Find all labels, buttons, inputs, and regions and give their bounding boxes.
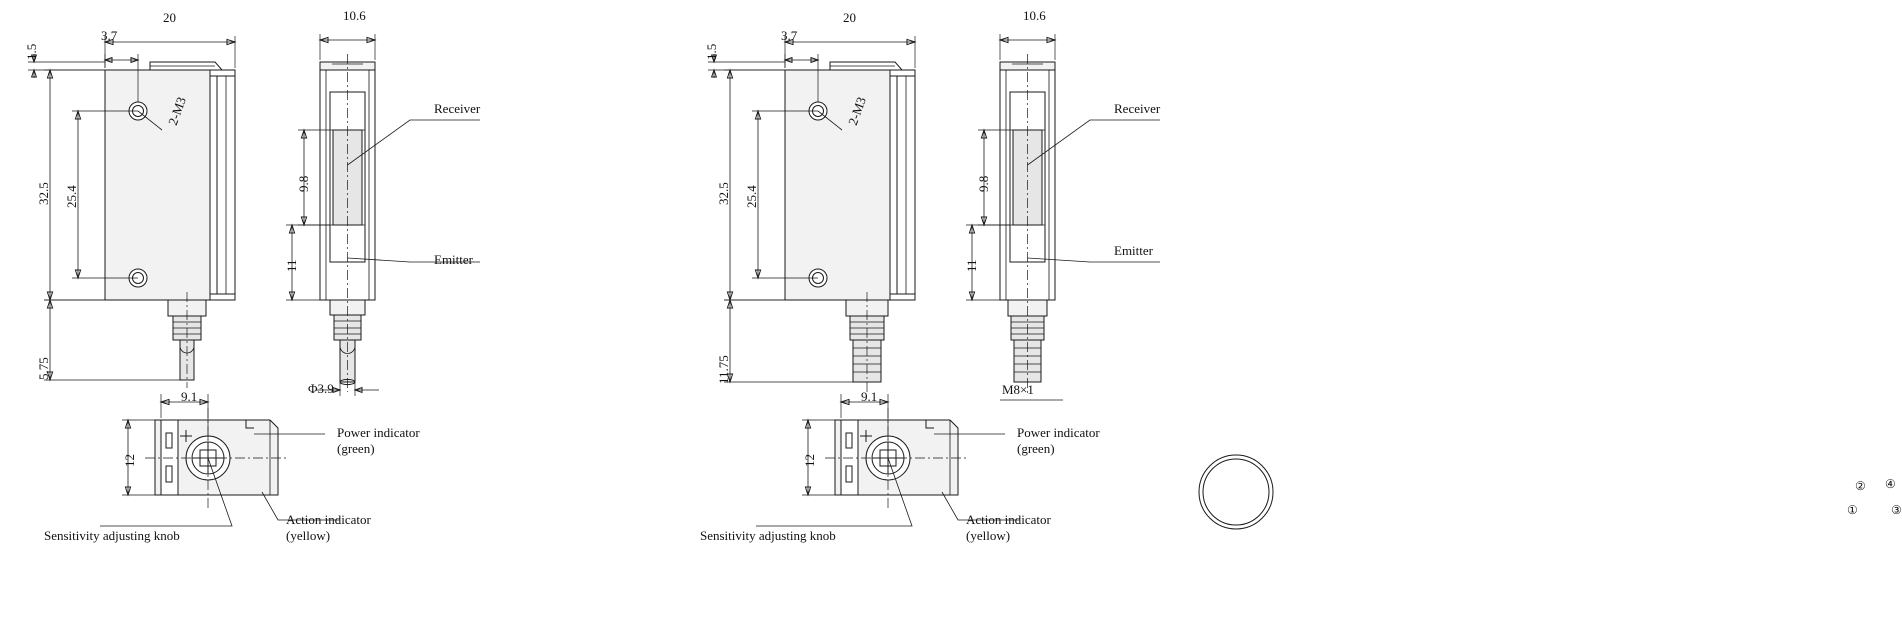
connector-pinout-diagram	[1180, 440, 1300, 550]
dim-side-top-offset-right: 1.5	[704, 43, 719, 60]
dim-side-hole-spacing-left: 25.4	[64, 185, 79, 208]
callout-action-indicator-right: Action indicator	[966, 512, 1051, 527]
variant-cable-type	[0, 0, 660, 643]
dim-receiver-height-left: 9.8	[296, 175, 311, 192]
dim-top-depth-right: 12	[802, 454, 817, 467]
dim-front-width-right: 10.6	[1023, 8, 1046, 23]
variant-connector-type	[680, 0, 1902, 643]
note-thread-left: 2-M3	[165, 94, 189, 128]
dim-side-top-offset-left: 1.5	[24, 43, 39, 60]
side-view-cable	[10, 10, 310, 410]
dim-side-hole-spacing-right: 25.4	[744, 185, 759, 208]
dim-front-width-left: 10.6	[343, 8, 366, 23]
callout-receiver-right: Receiver	[1114, 101, 1161, 116]
note-thread-right: 2-M3	[845, 94, 869, 128]
dim-knob-offset-right: 9.1	[861, 389, 878, 404]
front-view-connector	[960, 10, 1240, 410]
side-view-connector	[690, 10, 990, 410]
callout-receiver-left: Receiver	[434, 101, 481, 116]
callout-sensitivity-knob-right: Sensitivity adjusting knob	[700, 528, 836, 543]
callout-action-indicator-color-right: (yellow)	[966, 528, 1011, 543]
dim-side-total-height-right: 32.5	[716, 182, 731, 205]
dim-receiver-height-right: 9.8	[976, 175, 991, 192]
dim-top-depth-left: 12	[122, 454, 137, 467]
dim-knob-offset-left: 9.1	[181, 389, 198, 404]
dim-side-width-left: 20	[163, 10, 176, 25]
dim-side-total-height-left: 32.5	[36, 182, 51, 205]
dim-connector-length-right: 11.75	[716, 355, 731, 384]
dim-side-hole-offset-left: 3.7	[101, 28, 118, 43]
callout-sensitivity-knob-left: Sensitivity adjusting knob	[44, 528, 180, 543]
pin-3-label: ③	[1891, 503, 1902, 517]
callout-power-indicator-color-right: (green)	[1017, 441, 1055, 456]
pin-1-label: ①	[1847, 503, 1858, 517]
dim-cable-diameter-left: Φ3.9	[308, 381, 334, 396]
callout-power-indicator-left: Power indicator	[337, 425, 420, 440]
dim-emitter-height-left: 11	[284, 259, 299, 272]
callout-action-indicator-left: Action indicator	[286, 512, 371, 527]
dim-side-width-right: 20	[843, 10, 856, 25]
callout-power-indicator-right: Power indicator	[1017, 425, 1100, 440]
front-view-cable	[280, 10, 560, 410]
callout-power-indicator-color-left: (green)	[337, 441, 375, 456]
pin-4-label: ④	[1885, 477, 1896, 491]
callout-emitter-right: Emitter	[1114, 243, 1153, 258]
dim-connector-thread-right: M8×1	[1002, 382, 1034, 397]
callout-action-indicator-color-left: (yellow)	[286, 528, 331, 543]
pin-2-label: ②	[1855, 479, 1866, 493]
dim-side-hole-offset-right: 3.7	[781, 28, 798, 43]
dim-cable-length-left: 5.75	[36, 357, 51, 380]
callout-emitter-left: Emitter	[434, 252, 473, 267]
dim-emitter-height-right: 11	[964, 259, 979, 272]
